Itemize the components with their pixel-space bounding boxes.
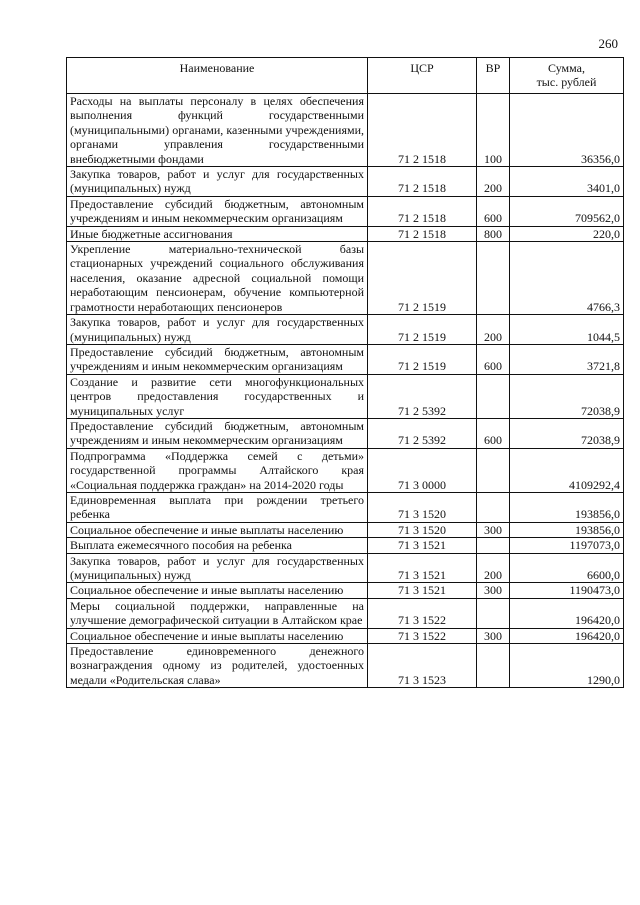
cell-name: Закупка товаров, работ и услуг для государственных (муниципальных) нужд	[67, 167, 368, 197]
cell-sum: 196420,0	[510, 598, 624, 628]
header-sum	[510, 58, 624, 94]
header-sum-line1: Сумма,	[548, 61, 585, 75]
cell-csr: 71 3 1523	[368, 644, 477, 688]
cell-csr: 71 2 1518	[368, 167, 477, 197]
table-row	[67, 538, 624, 553]
table-row	[67, 94, 624, 167]
cell-vr: 100	[477, 94, 510, 167]
table-row	[67, 315, 624, 345]
cell-name: Выплата ежемесячного пособия на ребенка	[67, 538, 368, 553]
cell-csr: 71 3 1521	[368, 553, 477, 583]
cell-sum: 1190473,0	[510, 583, 624, 598]
cell-sum: 1044,5	[510, 315, 624, 345]
cell-name: Социальное обеспечение и иные выплаты населению	[67, 628, 368, 643]
cell-vr: 600	[477, 418, 510, 448]
cell-name: Закупка товаров, работ и услуг для государственных (муниципальных) нужд	[67, 315, 368, 345]
budget-table	[66, 57, 624, 688]
table-row	[67, 418, 624, 448]
table-row	[67, 226, 624, 241]
cell-sum: 193856,0	[510, 492, 624, 522]
cell-name: Предоставление субсидий бюджетным, автономным учреждениям и иным некоммерческим организациям	[67, 418, 368, 448]
table-row	[67, 553, 624, 583]
cell-vr	[477, 644, 510, 688]
cell-name: Предоставление субсидий бюджетным, автономным учреждениям и иным некоммерческим организациям	[67, 196, 368, 226]
cell-csr: 71 3 1522	[368, 598, 477, 628]
table-row	[67, 644, 624, 688]
cell-vr	[477, 598, 510, 628]
header-csr: ЦСР	[368, 58, 477, 94]
cell-vr	[477, 242, 510, 315]
cell-sum: 6600,0	[510, 553, 624, 583]
table-row	[67, 167, 624, 197]
header-vr: ВР	[477, 58, 510, 94]
cell-sum: 4766,3	[510, 242, 624, 315]
cell-csr: 71 2 1518	[368, 196, 477, 226]
cell-csr: 71 2 1518	[368, 226, 477, 241]
table-row	[67, 598, 624, 628]
cell-vr	[477, 448, 510, 492]
cell-vr	[477, 374, 510, 418]
cell-vr	[477, 492, 510, 522]
cell-sum: 3721,8	[510, 344, 624, 374]
cell-vr: 300	[477, 522, 510, 537]
cell-vr: 800	[477, 226, 510, 241]
cell-vr: 200	[477, 167, 510, 197]
table-row	[67, 196, 624, 226]
cell-csr: 71 3 1522	[368, 628, 477, 643]
cell-name: Подпрограмма «Поддержка семей с детьми» государственной программы Алтайского края «Социальная поддержка граждан» на 2014-2020 годы	[67, 448, 368, 492]
cell-sum: 36356,0	[510, 94, 624, 167]
table-header-row	[67, 58, 624, 94]
header-name: Наименование	[67, 58, 368, 94]
cell-csr: 71 2 5392	[368, 374, 477, 418]
cell-vr: 300	[477, 583, 510, 598]
table-row	[67, 492, 624, 522]
cell-name: Предоставление субсидий бюджетным, автономным учреждениям и иным некоммерческим организациям	[67, 344, 368, 374]
cell-vr: 600	[477, 196, 510, 226]
cell-sum: 196420,0	[510, 628, 624, 643]
cell-csr: 71 2 5392	[368, 418, 477, 448]
cell-name: Иные бюджетные ассигнования	[67, 226, 368, 241]
cell-vr	[477, 538, 510, 553]
cell-sum: 4109292,4	[510, 448, 624, 492]
table-row	[67, 583, 624, 598]
table-row	[67, 628, 624, 643]
cell-name: Единовременная выплата при рождении третьего ребенка	[67, 492, 368, 522]
cell-name: Укрепление материально-технической базы стационарных учреждений социального обслуживания населения, оказание адресной социальной помощи неработающим пенсионерам, обучение компьютерной грамотности неработающих пенсионеров	[67, 242, 368, 315]
cell-vr: 200	[477, 553, 510, 583]
cell-name: Социальное обеспечение и иные выплаты населению	[67, 522, 368, 537]
table-body	[67, 94, 624, 688]
cell-name: Расходы на выплаты персоналу в целях обеспечения выполнения функций государственными (муниципальными) органами, казенными учреждениями, органами управления государственными внебюджетными фондами	[67, 94, 368, 167]
table-row	[67, 448, 624, 492]
cell-csr: 71 3 0000	[368, 448, 477, 492]
cell-sum: 1290,0	[510, 644, 624, 688]
table-row	[67, 522, 624, 537]
cell-vr: 600	[477, 344, 510, 374]
cell-csr: 71 2 1519	[368, 344, 477, 374]
cell-sum: 220,0	[510, 226, 624, 241]
page-number: 260	[598, 36, 618, 51]
cell-sum: 72038,9	[510, 418, 624, 448]
cell-sum: 3401,0	[510, 167, 624, 197]
cell-csr: 71 2 1519	[368, 242, 477, 315]
cell-sum: 709562,0	[510, 196, 624, 226]
cell-sum: 193856,0	[510, 522, 624, 537]
table-row	[67, 374, 624, 418]
cell-name: Предоставление единовременного денежного вознаграждения одному из родителей, удостоенных медали «Родительская слава»	[67, 644, 368, 688]
cell-csr: 71 2 1519	[368, 315, 477, 345]
table-row	[67, 344, 624, 374]
cell-csr: 71 2 1518	[368, 94, 477, 167]
cell-csr: 71 3 1521	[368, 583, 477, 598]
cell-name: Создание и развитие сети многофункциональных центров предоставления государственных и муниципальных услуг	[67, 374, 368, 418]
table-row	[67, 242, 624, 315]
cell-name: Меры социальной поддержки, направленные на улучшение демографической ситуации в Алтайском крае	[67, 598, 368, 628]
header-sum-line2: тыс. рублей	[536, 75, 597, 90]
cell-name: Закупка товаров, работ и услуг для государственных (муниципальных) нужд	[67, 553, 368, 583]
cell-vr: 200	[477, 315, 510, 345]
cell-csr: 71 3 1521	[368, 538, 477, 553]
cell-sum: 1197073,0	[510, 538, 624, 553]
cell-csr: 71 3 1520	[368, 492, 477, 522]
cell-csr: 71 3 1520	[368, 522, 477, 537]
cell-name: Социальное обеспечение и иные выплаты населению	[67, 583, 368, 598]
cell-sum: 72038,9	[510, 374, 624, 418]
cell-vr: 300	[477, 628, 510, 643]
